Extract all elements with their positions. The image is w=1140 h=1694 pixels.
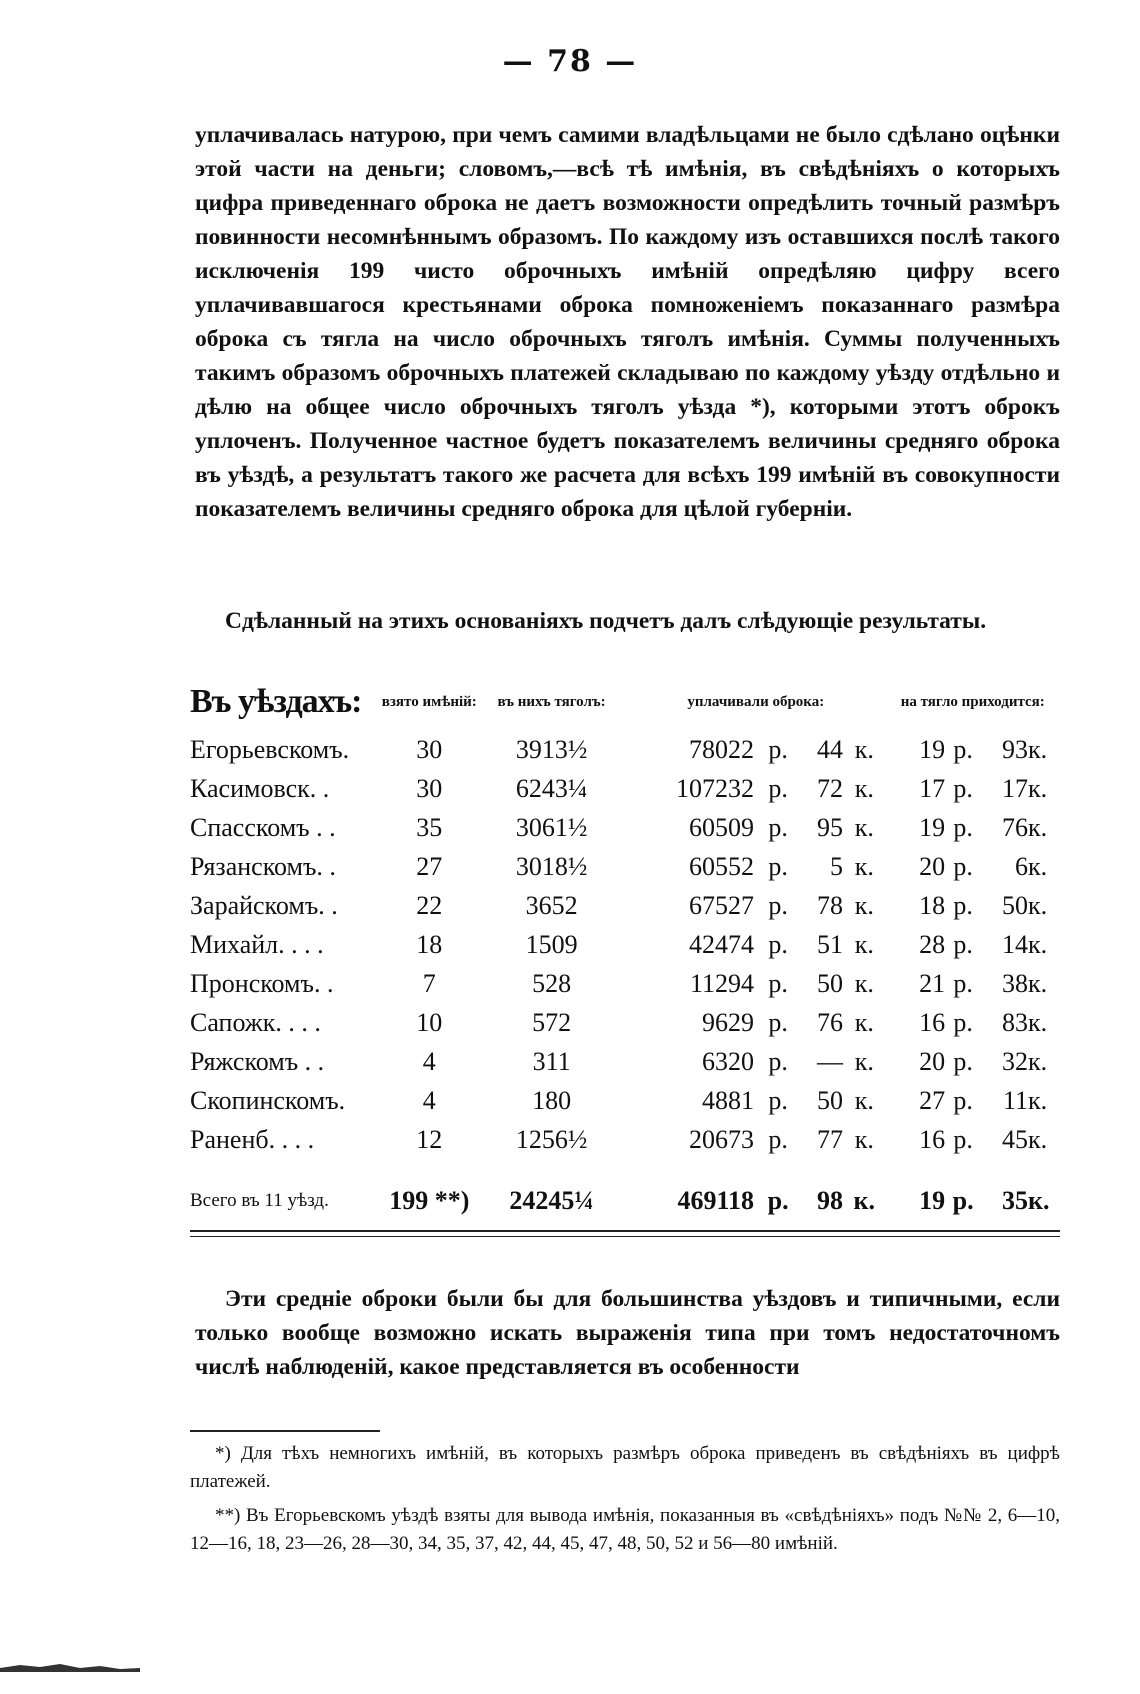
cell-kop: 44 bbox=[817, 734, 843, 764]
cell-per-rub: 19 bbox=[919, 734, 946, 764]
cell-rub-label: р. bbox=[768, 812, 788, 842]
cell-per-kop-label: к. bbox=[1028, 851, 1048, 881]
cell-tyagla: 180 bbox=[532, 1085, 572, 1115]
table-row bbox=[190, 730, 1060, 769]
cell-per-rub-label: р. bbox=[953, 929, 973, 959]
cell-per-kop-label: к. bbox=[1028, 890, 1048, 920]
cell-sum: 6320 bbox=[702, 1046, 755, 1076]
cell-per-rub: 21 bbox=[919, 968, 946, 998]
footnote-2 bbox=[190, 1502, 1060, 1558]
cell-kop: 77 bbox=[817, 1124, 843, 1154]
cell-tyagla: 572 bbox=[532, 1007, 572, 1037]
cell-kop-label: к. bbox=[854, 812, 874, 842]
cell-per-rub-label: р. bbox=[952, 1185, 974, 1215]
cell-per-rub: 18 bbox=[919, 890, 946, 920]
cell-per-kop-label: к. bbox=[1028, 812, 1048, 842]
footnote-divider bbox=[190, 1430, 380, 1432]
cell-rub-label: р. bbox=[768, 929, 788, 959]
cell-tyagla: 24245¼ bbox=[509, 1185, 594, 1215]
cell-sum: 469118 bbox=[677, 1185, 755, 1215]
cell-name: Всего въ 11 уѣзд. bbox=[190, 1189, 329, 1211]
cell-name: Зарайскомъ. . bbox=[190, 890, 338, 920]
cell-per-kop-label: к. bbox=[1028, 1185, 1050, 1215]
cell-estates: 30 bbox=[416, 773, 443, 803]
cell-tyagla: 6243¼ bbox=[515, 773, 588, 803]
cell-sum: 60552 bbox=[689, 851, 755, 881]
header-per-tyaglo: на тягло приходится: bbox=[900, 694, 1045, 710]
cell-per-rub-label: р. bbox=[953, 851, 973, 881]
cell-tyagla: 3018½ bbox=[515, 851, 588, 881]
cell-estates: 4 bbox=[422, 1085, 436, 1115]
cell-kop-label: к. bbox=[853, 1185, 875, 1215]
cell-kop: 78 bbox=[817, 890, 843, 920]
cell-rub-label: р. bbox=[768, 773, 788, 803]
cell-per-kop: 32 bbox=[1002, 1046, 1029, 1076]
scan-smudge bbox=[0, 1660, 140, 1672]
cell-kop: 5 bbox=[830, 851, 843, 881]
cell-per-kop-label: к. bbox=[1028, 1085, 1048, 1115]
cell-per-rub: 16 bbox=[919, 1007, 946, 1037]
cell-sum: 60509 bbox=[689, 812, 755, 842]
table-body bbox=[190, 730, 1060, 1159]
cell-per-kop-label: к. bbox=[1028, 1046, 1048, 1076]
cell-per-rub: 27 bbox=[919, 1085, 946, 1115]
cell-name: Раненб. . . . bbox=[190, 1124, 315, 1154]
cell-name: Ряжскомъ . . bbox=[190, 1046, 325, 1076]
cell-rub-label: р. bbox=[768, 1085, 788, 1115]
cell-name: Сапожк. . . . bbox=[190, 1007, 321, 1037]
cell-kop-label: к. bbox=[854, 1085, 874, 1115]
cell-rub-label: р. bbox=[768, 890, 788, 920]
table-row bbox=[190, 1003, 1060, 1042]
cell-estates: 22 bbox=[416, 890, 443, 920]
cell-kop: 50 bbox=[817, 1085, 843, 1115]
cell-per-kop-label: к. bbox=[1028, 1007, 1048, 1037]
footnote-text: **) Въ Егорьевскомъ уѣздѣ взяты для вывода имѣнія, показанныя въ «свѣдѣніяхъ» подъ №№ 2, 6—10, 12—16, 18, 23—26, 28—30, 34, 35, 37, 42, 44, 45, 47, 48, 50, 52 и 56—80 имѣній. bbox=[190, 1505, 1060, 1554]
table-row bbox=[190, 964, 1060, 1003]
cell-tyagla: 528 bbox=[532, 968, 572, 998]
cell-estates: 12 bbox=[416, 1124, 443, 1154]
cell-rub-label: р. bbox=[768, 851, 788, 881]
cell-per-kop-label: к. bbox=[1028, 773, 1048, 803]
cell-rub-label: р. bbox=[768, 1124, 788, 1154]
cell-per-kop: 38 bbox=[1002, 968, 1029, 998]
cell-kop: 72 bbox=[817, 773, 843, 803]
cell-estates: 30 bbox=[416, 734, 443, 764]
cell-per-rub: 19 bbox=[919, 1185, 946, 1215]
total-divider bbox=[190, 1230, 1060, 1232]
cell-kop-label: к. bbox=[854, 734, 874, 764]
cell-sum: 67527 bbox=[689, 890, 755, 920]
cell-per-kop: 14 bbox=[1002, 929, 1029, 959]
cell-per-rub-label: р. bbox=[953, 968, 973, 998]
cell-sum: 20673 bbox=[689, 1124, 755, 1154]
cell-sum: 9629 bbox=[702, 1007, 755, 1037]
cell-kop-label: к. bbox=[854, 1046, 874, 1076]
cell-kop-label: к. bbox=[854, 1007, 874, 1037]
cell-per-kop: 50 bbox=[1002, 890, 1029, 920]
paragraph-results-lead bbox=[195, 604, 1060, 638]
table-row bbox=[190, 1042, 1060, 1081]
cell-rub-label: р. bbox=[768, 1007, 788, 1037]
cell-estates: 27 bbox=[416, 851, 443, 881]
cell-estates: 199 **) bbox=[389, 1185, 470, 1215]
cell-kop: 95 bbox=[817, 812, 843, 842]
cell-per-kop-label: к. bbox=[1028, 929, 1048, 959]
paragraph-intro bbox=[195, 118, 1060, 526]
cell-kop-label: к. bbox=[854, 1124, 874, 1154]
cell-name: Скопинскомъ. bbox=[190, 1085, 346, 1115]
cell-per-rub-label: р. bbox=[953, 1007, 973, 1037]
district-table bbox=[190, 683, 1060, 1220]
table-header-row bbox=[190, 692, 1060, 730]
header-paid: уплачивали оброка: bbox=[687, 694, 825, 710]
cell-sum: 107232 bbox=[676, 773, 755, 803]
cell-per-kop-label: к. bbox=[1028, 1124, 1048, 1154]
cell-tyagla: 3913½ bbox=[515, 734, 588, 764]
cell-tyagla: 311 bbox=[532, 1046, 571, 1076]
cell-estates: 18 bbox=[416, 929, 443, 959]
cell-estates: 35 bbox=[416, 812, 443, 842]
cell-name: Пронскомъ. . bbox=[190, 968, 334, 998]
cell-name: Касимовск. . bbox=[190, 773, 330, 803]
cell-per-rub: 20 bbox=[919, 1046, 946, 1076]
cell-per-kop: 6 bbox=[1015, 851, 1029, 881]
cell-per-rub: 19 bbox=[919, 812, 946, 842]
cell-per-rub-label: р. bbox=[953, 890, 973, 920]
cell-name: Егорьевскомъ. bbox=[190, 734, 350, 764]
cell-tyagla: 1256½ bbox=[515, 1124, 588, 1154]
cell-rub-label: р. bbox=[767, 1185, 789, 1215]
table-total-row bbox=[190, 1159, 1060, 1220]
cell-kop-label: к. bbox=[854, 773, 874, 803]
cell-per-rub: 16 bbox=[919, 1124, 946, 1154]
cell-per-rub: 28 bbox=[919, 929, 946, 959]
cell-estates: 4 bbox=[422, 1046, 436, 1076]
cell-per-rub-label: р. bbox=[953, 734, 973, 764]
cell-per-rub-label: р. bbox=[953, 812, 973, 842]
cell-kop: 51 bbox=[817, 929, 843, 959]
header-estates: взято имѣній: bbox=[381, 694, 477, 710]
cell-name: Рязанскомъ. . bbox=[190, 851, 336, 881]
table-row bbox=[190, 1081, 1060, 1120]
cell-kop: 98 bbox=[817, 1185, 843, 1215]
total-divider-thin bbox=[190, 1236, 1060, 1237]
cell-per-rub-label: р. bbox=[953, 773, 973, 803]
paragraph-text: Эти средніе оброки были бы для большинства уѣздовъ и типичными, если только вообще возможно искать выраженія типа при томъ недостаточномъ числѣ наблюденій, какое представляется въ особенности bbox=[195, 1286, 1060, 1380]
paragraph-text: Сдѣланный на этихъ основаніяхъ подчетъ далъ слѣдующіе результаты. bbox=[225, 608, 987, 634]
cell-per-rub-label: р. bbox=[953, 1124, 973, 1154]
cell-kop: — bbox=[817, 1046, 843, 1076]
header-tyagla: въ нихъ тяголъ: bbox=[497, 694, 606, 710]
cell-rub-label: р. bbox=[768, 1046, 788, 1076]
cell-kop: 76 bbox=[817, 1007, 843, 1037]
cell-kop: 50 bbox=[817, 968, 843, 998]
cell-per-rub: 20 bbox=[919, 851, 946, 881]
table-row bbox=[190, 886, 1060, 925]
footnote-1 bbox=[190, 1440, 1060, 1496]
cell-tyagla: 3061½ bbox=[515, 812, 588, 842]
header-district: Въ уѣздахъ: bbox=[190, 683, 362, 720]
cell-tyagla: 1509 bbox=[525, 929, 578, 959]
cell-per-kop: 45 bbox=[1002, 1124, 1029, 1154]
page-number: — 78 — bbox=[502, 44, 638, 79]
cell-per-kop: 93 bbox=[1002, 734, 1029, 764]
cell-per-kop: 11 bbox=[1002, 1085, 1029, 1115]
cell-per-kop: 17 bbox=[1002, 773, 1029, 803]
cell-sum: 11294 bbox=[690, 968, 755, 998]
cell-kop-label: к. bbox=[854, 929, 874, 959]
cell-name: Спасскомъ . . bbox=[190, 812, 336, 842]
cell-per-kop: 83 bbox=[1002, 1007, 1029, 1037]
paragraph-conclusion bbox=[195, 1282, 1060, 1384]
cell-sum: 4881 bbox=[702, 1085, 755, 1115]
cell-per-kop: 76 bbox=[1002, 812, 1029, 842]
table-row bbox=[190, 769, 1060, 808]
table-row bbox=[190, 847, 1060, 886]
cell-per-rub: 17 bbox=[919, 773, 946, 803]
cell-per-rub-label: р. bbox=[953, 1085, 973, 1115]
cell-per-kop-label: к. bbox=[1028, 968, 1048, 998]
table-row bbox=[190, 1120, 1060, 1159]
cell-estates: 10 bbox=[416, 1007, 443, 1037]
cell-kop-label: к. bbox=[854, 890, 874, 920]
cell-kop-label: к. bbox=[854, 851, 874, 881]
cell-per-kop-label: к. bbox=[1028, 734, 1048, 764]
cell-per-rub-label: р. bbox=[953, 1046, 973, 1076]
cell-estates: 7 bbox=[422, 968, 436, 998]
cell-sum: 42474 bbox=[689, 929, 755, 959]
table-row bbox=[190, 925, 1060, 964]
cell-sum: 78022 bbox=[689, 734, 755, 764]
paragraph-text: уплачивалась натурою, при чемъ самими владѣльцами не было сдѣлано оцѣнки этой части на деньги; словомъ,—всѣ тѣ имѣнія, въ свѣдѣніяхъ о которыхъ цифра приведеннаго оброка не даетъ возможности опредѣлить точный размѣръ повинности несомнѣннымъ образомъ. По каждому изъ оставшихся послѣ такого исключенія 199 чисто оброчныхъ имѣній опредѣляю цифру всего уплачивавшагося крестьянами оброка помноженіемъ показаннаго размѣра оброка съ тягла на число оброчныхъ тяголъ имѣнія. Суммы полученныхъ такимъ образомъ оброчныхъ платежей складываю по каждому уѣзду отдѣльно и дѣлю на общее число оброчныхъ тяголъ уѣзда *), которыми этотъ оброкъ уплоченъ. Полученное частное будетъ показателемъ величины средняго оброка въ уѣздѣ, а результатъ такого же расчета для всѣхъ 199 имѣній въ совокупности показателемъ величины средняго оброка для цѣлой губерніи. bbox=[195, 122, 1060, 522]
cell-name: Михайл. . . . bbox=[190, 929, 324, 959]
table-row bbox=[190, 808, 1060, 847]
cell-tyagla: 3652 bbox=[525, 890, 578, 920]
cell-rub-label: р. bbox=[768, 968, 788, 998]
footnote-text: *) Для тѣхъ немногихъ имѣній, въ которыхъ размѣръ оброка приведенъ въ свѣдѣніяхъ въ цифрѣ платежей. bbox=[190, 1443, 1060, 1492]
cell-kop-label: к. bbox=[854, 968, 874, 998]
cell-rub-label: р. bbox=[768, 734, 788, 764]
cell-per-kop: 35 bbox=[1002, 1185, 1029, 1215]
